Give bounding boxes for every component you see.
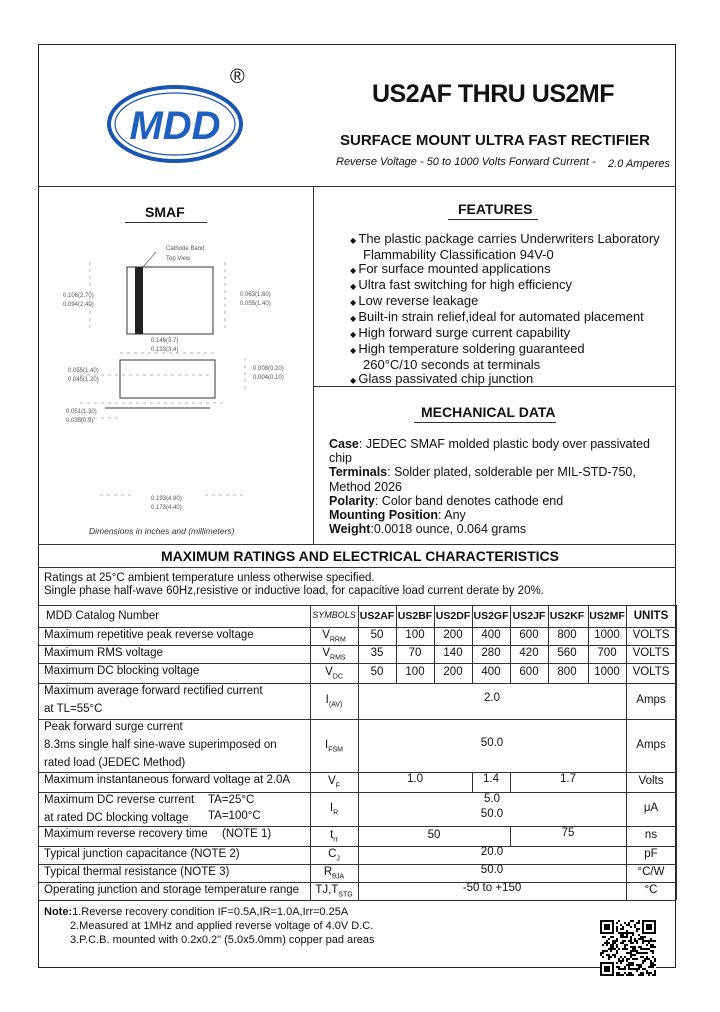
unit-cell: Volts	[638, 775, 664, 787]
list-item: ◆ High temperature soldering guaranteed	[350, 341, 585, 356]
mech-row: Mounting Position: Any	[329, 508, 466, 523]
value-cell: 50.0	[480, 808, 504, 820]
column-header-part: US2GF	[473, 610, 509, 622]
bullet-icon: ◆	[350, 298, 359, 307]
symbol-cell: $I_{FSM}$	[325, 738, 343, 753]
value-cell: 50.0	[480, 736, 504, 749]
value-cell: 280	[481, 647, 501, 659]
list-item: ◆ Low reverse leakage	[350, 293, 479, 308]
value-cell: 600	[519, 666, 539, 678]
value-cell: 400	[481, 629, 501, 641]
value-cell: 50	[370, 666, 384, 678]
unit-cell: Amps	[636, 694, 666, 706]
page-subtitle: SURFACE MOUNT ULTRA FAST RECTIFIER	[340, 132, 650, 149]
value-cell: 70	[408, 647, 422, 659]
column-header-part: US2BF	[397, 610, 433, 622]
qr-code	[600, 920, 656, 976]
list-item: ◆ For surface mounted applications	[350, 261, 551, 276]
symbol-cell: $V_{DC}$	[325, 666, 343, 681]
value-cell: 20.0	[480, 846, 504, 858]
value-cell: 400	[481, 666, 501, 678]
value-cell: 1.7	[560, 773, 576, 785]
symbol-cell: $R_{\theta JA}$	[323, 866, 345, 881]
unit-cell: ns	[644, 829, 658, 841]
unit-cell: Amps	[636, 738, 666, 751]
condition-label: TA=100°C	[208, 810, 261, 822]
parameter-label: Typical thermal resistance (NOTE 3)	[44, 866, 230, 878]
ratings-intro: Ratings at 25°C ambient temperature unless otherwise specified.	[44, 572, 375, 584]
unit-cell: μA	[643, 802, 659, 814]
symbol-cell: $TJ,T_{STG}$	[315, 884, 353, 899]
parameter-label: Operating junction and storage temperature range	[44, 884, 300, 896]
dimensions-caption: Dimensions in inches and (millimeters)	[89, 526, 235, 536]
value-cell: 75	[561, 827, 575, 839]
condition-label: TA=25°C	[208, 794, 255, 806]
value-cell: 200	[443, 629, 463, 641]
parameter-label: at TL=55°C	[44, 703, 103, 715]
value-cell: 560	[557, 647, 577, 659]
ratings-title: MAXIMUM RATINGS AND ELECTRICAL CHARACTERISTICS	[161, 548, 559, 564]
symbol-cell: $V_{RMS}$	[322, 647, 346, 662]
parameter-label: Maximum reverse recovery time	[44, 828, 208, 840]
bullet-icon: ◆	[350, 236, 359, 245]
bullet-icon: ◆	[350, 330, 359, 339]
mdd-logo	[105, 83, 245, 165]
note-item: 2.Measured at 1MHz and applied reverse voltage of 4.0V D.C.	[70, 920, 374, 932]
table-rule	[38, 683, 676, 684]
parameter-label: Maximum DC blocking voltage	[44, 665, 200, 677]
value-cell: 50.0	[480, 864, 504, 876]
table-rule	[38, 627, 676, 628]
parameter-label: Typical junction capacitance (NOTE 2)	[44, 848, 240, 860]
table-rule	[38, 719, 676, 720]
features-title: FEATURES	[458, 201, 533, 217]
table-rule	[38, 900, 676, 901]
symbol-cell: $I_R$	[329, 802, 339, 817]
top-view-label: Top View	[166, 256, 191, 262]
value-cell: 100	[405, 666, 425, 678]
list-item: ◆ High forward surge current capability	[350, 325, 571, 340]
table-rule	[676, 605, 677, 900]
value-cell: 140	[443, 647, 463, 659]
mechanical-data	[329, 437, 674, 536]
list-item: ◆ Glass passivated chip junction	[350, 371, 534, 386]
specs-current: 2.0 Amperes	[608, 158, 670, 170]
value-cell: 5.0	[484, 793, 500, 805]
value-cell: 600	[519, 629, 539, 641]
value-cell: 700	[597, 647, 617, 659]
value-cell: 800	[557, 629, 577, 641]
note-item: 1.Reverse recovery condition IF=0.5A,IR=1.0A,Irr=0.25A	[72, 906, 349, 918]
mech-row: Terminals: Solder plated, solderable per MIL-STD-750,	[329, 465, 636, 480]
unit-cell: VOLTS	[632, 629, 670, 641]
table-rule	[38, 645, 676, 646]
value-cell: 50	[427, 829, 441, 841]
symbol-cell: $V_{RRM}$	[322, 629, 346, 644]
features-list	[350, 232, 675, 388]
mech-row: Method 2026	[329, 479, 402, 494]
value-cell: -50 to +150	[462, 882, 522, 894]
mech-row: Case: JEDEC SMAF molded plastic body over passivated chip	[329, 437, 650, 466]
ratings-intro: Single phase half-wave 60Hz,resistive or inductive load, for capacitive load current derate by 20%.	[44, 585, 544, 597]
mech-row: Polarity: Color band denotes cathode end	[329, 493, 564, 508]
column-header-units: UNITS	[633, 610, 669, 622]
parameter-label: Maximum instantaneous forward voltage at 2.0A	[44, 774, 291, 786]
dim-label: 0.055(1.40)	[68, 368, 99, 374]
value-cell: 800	[557, 666, 577, 678]
note-ref: (NOTE 1)	[222, 828, 272, 840]
parameter-label: at rated DC blocking voltage	[44, 812, 189, 824]
cathode-band-label: Cathode Band	[166, 246, 205, 252]
table-rule	[38, 605, 39, 900]
column-header-symbols: SYMBOLS	[312, 610, 356, 620]
list-item: Flammability Classification 94V-0	[363, 247, 554, 262]
notes-label: Note:	[44, 906, 73, 918]
list-item: ◆ Built-in strain relief,ideal for automated placement	[350, 309, 644, 324]
value-cell: 1000	[594, 629, 620, 641]
value-cell: 1000	[594, 666, 620, 678]
parameter-label: Maximum DC reverse current	[44, 794, 195, 806]
symbol-cell: $I_{(AV)}$	[325, 694, 343, 709]
specs-line: Reverse Voltage - 50 to 1000 Volts Forward Current -	[336, 156, 596, 168]
unit-cell: VOLTS	[632, 647, 670, 659]
registered-mark: ®	[230, 66, 245, 88]
dim-label: 0.051(1.30)	[66, 409, 97, 415]
parameter-label: Maximum average forward rectified current	[44, 685, 263, 697]
column-header-part: US2KF	[549, 610, 585, 622]
value-cell: 50	[370, 629, 384, 641]
value-cell: 2.0	[484, 692, 500, 704]
dim-label: 0.146(3.7)	[151, 338, 179, 344]
svg-text:MDD: MDD	[129, 104, 221, 148]
dim-label: 0.173(4.40)	[151, 505, 182, 511]
unit-cell: pF	[644, 848, 658, 860]
dim-label: 0.035(0.9)	[66, 418, 94, 424]
symbol-cell: $C_J$	[328, 848, 340, 863]
dim-label: 0.063(1.60)	[240, 292, 271, 298]
dim-label: 0.055(1.40)	[240, 301, 271, 307]
dim-label: 0.133(3.4)	[151, 347, 179, 353]
parameter-label: Maximum RMS voltage	[44, 647, 163, 659]
value-cell: 100	[405, 629, 425, 641]
dim-label: 0.106(2.70)	[63, 293, 94, 299]
list-item: 260°C/10 seconds at terminals	[363, 357, 541, 372]
bullet-icon: ◆	[350, 376, 359, 385]
page-title: US2AF THRU US2MF	[372, 80, 615, 108]
column-header-part: US2AF	[359, 610, 395, 622]
list-item: ◆ Ultra fast switching for high efficiency	[350, 277, 573, 292]
dim-label: 0.094(2.40)	[63, 302, 94, 308]
value-cell: 200	[443, 666, 463, 678]
parameter-label: Maximum repetitive peak reverse voltage	[44, 629, 254, 641]
unit-cell: °C/W	[637, 866, 665, 878]
note-item: 3.P.C.B. mounted with 0.2x0.2" (5.0x5.0mm) copper pad areas	[70, 934, 375, 946]
mechanical-title: MECHANICAL DATA	[421, 404, 556, 420]
symbol-cell: $V_F$	[328, 775, 340, 790]
unit-cell: VOLTS	[632, 666, 670, 678]
mech-row: Weight:0.0018 ounce, 0.064 grams	[329, 522, 527, 537]
value-cell: 1.4	[483, 773, 499, 785]
symbol-cell: $t_{rr}$	[330, 829, 338, 844]
table-rule	[38, 605, 676, 606]
bullet-icon: ◆	[350, 346, 359, 355]
parameter-label: Peak forward surge current	[44, 721, 183, 733]
notes	[44, 905, 375, 947]
parameter-label: rated load (JEDEC Method)	[44, 757, 186, 769]
dim-label: 0.045(1.20)	[68, 377, 99, 383]
parameter-label: 8.3ms single half sine-wave superimposed on	[44, 739, 277, 751]
dim-label: 0.193(4.90)	[151, 496, 182, 502]
dim-label: 0.008(0.20)	[253, 366, 284, 372]
column-header-part: US2DF	[435, 610, 471, 622]
dim-label: 0.004(0.10)	[253, 375, 284, 381]
value-cell: 35	[370, 647, 384, 659]
column-header-catalog: MDD Catalog Number	[46, 610, 160, 622]
unit-cell: °C	[644, 884, 658, 896]
value-cell: 1.0	[407, 773, 423, 785]
package-title: SMAF	[145, 204, 185, 220]
table-rule	[38, 663, 676, 664]
column-header-part: US2MF	[589, 610, 625, 622]
list-item: ◆ The plastic package carries Underwriters Laboratory	[350, 231, 660, 246]
bullet-icon: ◆	[350, 314, 359, 323]
value-cell: 420	[519, 647, 539, 659]
column-header-part: US2JF	[512, 610, 546, 622]
bullet-icon: ◆	[350, 266, 359, 275]
bullet-icon: ◆	[350, 282, 359, 291]
